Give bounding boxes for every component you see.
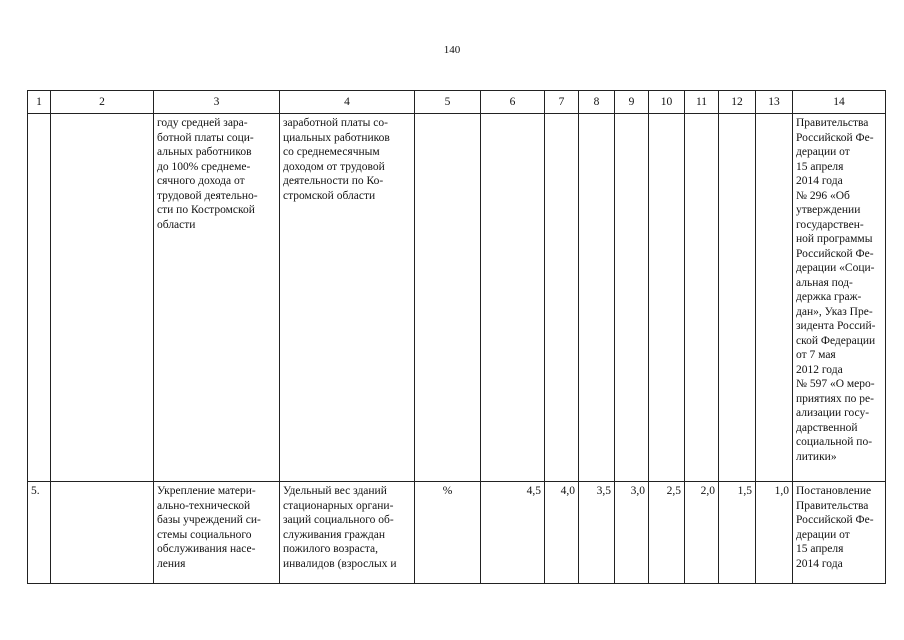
text-line: дан», Указ Пре-: [796, 305, 873, 318]
cell-value: 2,5: [649, 482, 685, 584]
text-line: стационарных органи-: [283, 499, 394, 512]
cell-value: 4,0: [545, 482, 579, 584]
text-line: Укрепление матери-: [157, 485, 256, 497]
cell-value-empty: [615, 114, 649, 482]
text-line: альная под-: [796, 276, 853, 289]
text-line: деятельности по Ко-: [283, 175, 384, 187]
cell-legal-basis: [793, 114, 886, 482]
text-line: от 7 мая: [796, 349, 836, 361]
text-line: сти по Костромской: [157, 204, 255, 216]
text-line: области: [157, 218, 196, 231]
header-cell-13: 13: [756, 91, 793, 114]
text-line: 15 апреля: [796, 543, 844, 555]
text-line: ализации госу-: [796, 407, 870, 419]
cell-unit-empty: [415, 114, 481, 482]
cell-value-empty: [481, 114, 545, 482]
text-line: доходом от трудовой: [283, 160, 385, 173]
row-number: 5.: [28, 482, 51, 584]
cell-value-empty: [649, 114, 685, 482]
page-number: 140: [443, 44, 461, 56]
cell-value: 3,5: [579, 482, 615, 584]
cell-indicator-text: [280, 114, 415, 482]
text-line: инвалидов (взрослых и: [283, 557, 397, 570]
cell-value: 3,0: [615, 482, 649, 584]
text-line: дерации от: [796, 528, 850, 541]
text-line: Правительства: [796, 117, 869, 129]
text-line: ской Федерации: [796, 334, 876, 347]
text-line: стромской области: [283, 189, 376, 202]
text-line: Российской Фе-: [796, 131, 874, 144]
table-row-continuation: [28, 114, 886, 482]
table-row-5: [28, 482, 886, 584]
text-line: дерации «Соци-: [796, 262, 875, 274]
text-line: до 100% среднеме-: [157, 160, 251, 173]
header-cell-7: 7: [545, 91, 579, 114]
text-line: Постановление: [796, 485, 872, 497]
cell-value: 1,0: [756, 482, 793, 584]
text-line: дарственной: [796, 421, 858, 434]
text-line: утверждении: [796, 204, 861, 216]
text-line: трудовой деятельно-: [157, 189, 258, 202]
cell-value-empty: [579, 114, 615, 482]
cell-col2-empty: [51, 114, 154, 482]
text-line: ной программы: [796, 233, 873, 245]
cell-goal-text: [154, 114, 280, 482]
cell-value-empty: [719, 114, 756, 482]
cell-goal-text: [154, 482, 280, 584]
text-line: заработной платы со-: [283, 117, 388, 129]
column-number-header-row: [28, 91, 886, 114]
header-cell-4: 4: [280, 91, 415, 114]
text-line: году средней зара-: [157, 117, 248, 129]
header-cell-1: 1: [28, 91, 51, 114]
indicators-table: [27, 90, 886, 584]
cell-value: 4,5: [481, 482, 545, 584]
cell-value: 2,0: [685, 482, 719, 584]
header-cell-12: 12: [719, 91, 756, 114]
text-line: обслуживания насе-: [157, 543, 256, 555]
text-line: со среднемесячным: [283, 146, 380, 158]
text-line: приятиях по ре-: [796, 392, 874, 405]
text-line: базы учреждений си-: [157, 514, 261, 526]
text-line: заций социального об-: [283, 514, 394, 526]
text-line: циальных работников: [283, 131, 390, 144]
text-line: Правительства: [796, 499, 869, 512]
header-cell-14: 14: [793, 91, 886, 114]
text-line: 2014 года: [796, 557, 843, 570]
text-line: 2014 года: [796, 175, 843, 187]
text-line: Российской Фе-: [796, 247, 874, 260]
text-line: Удельный вес зданий: [283, 485, 387, 497]
text-line: № 296 «Об: [796, 189, 850, 202]
cell-value-empty: [545, 114, 579, 482]
text-line: № 597 «О меро-: [796, 378, 875, 390]
cell-value-empty: [685, 114, 719, 482]
cell-value: 1,5: [719, 482, 756, 584]
text-line: Российской Фе-: [796, 514, 874, 526]
header-cell-6: 6: [481, 91, 545, 114]
text-line: дерации от: [796, 146, 850, 158]
cell-unit: %: [415, 482, 481, 584]
text-line: стемы социального: [157, 528, 252, 541]
header-cell-11: 11: [685, 91, 719, 114]
header-cell-8: 8: [579, 91, 615, 114]
header-cell-10: 10: [649, 91, 685, 114]
cell-legal-basis: [793, 482, 886, 584]
cell-value-empty: [756, 114, 793, 482]
text-line: альных работников: [157, 146, 252, 158]
text-line: пожилого возраста,: [283, 543, 379, 555]
cell-number-empty: [28, 114, 51, 482]
text-line: зидента Россий-: [796, 320, 876, 332]
cell-indicator-text: [280, 482, 415, 584]
header-cell-9: 9: [615, 91, 649, 114]
text-line: 2012 года: [796, 363, 843, 376]
header-cell-2: 2: [51, 91, 154, 114]
text-line: держка граж-: [796, 291, 862, 303]
text-line: 15 апреля: [796, 160, 844, 173]
text-line: ально-технической: [157, 499, 251, 512]
text-line: ления: [157, 557, 186, 570]
text-line: сячного дохода от: [157, 175, 245, 187]
header-cell-5: 5: [415, 91, 481, 114]
cell-col2-empty: [51, 482, 154, 584]
text-line: государствен-: [796, 218, 864, 231]
text-line: ботной платы соци-: [157, 131, 254, 144]
text-line: служивания граждан: [283, 528, 386, 541]
text-line: социальной по-: [796, 436, 873, 448]
header-cell-3: 3: [154, 91, 280, 114]
text-line: литики»: [796, 450, 837, 463]
